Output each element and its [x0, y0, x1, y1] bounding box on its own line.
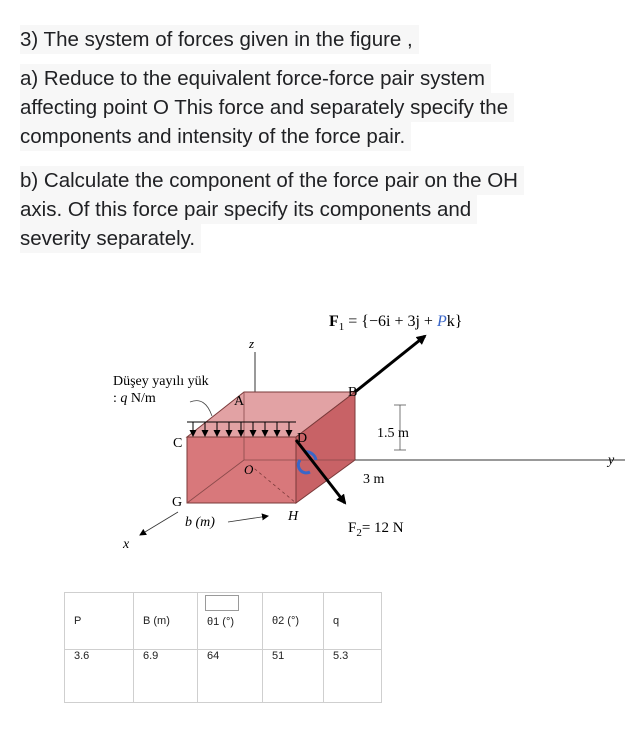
- b-dimension-label: b (m): [185, 515, 215, 530]
- value-cell-b: 6.9: [134, 650, 198, 703]
- point-z-label: z: [249, 336, 255, 351]
- header-cell-theta1: θ1 (°): [198, 593, 263, 650]
- question-part-b-line-3: severity separately.: [20, 224, 201, 253]
- question-title: 3) The system of forces given in the figure ,: [20, 25, 419, 54]
- question-part-a-line-2: affecting point O This force and separately specify the: [20, 93, 514, 122]
- parameter-table: [64, 592, 382, 703]
- point-d-label: D: [297, 431, 308, 446]
- depth-dimension-label: 3 m: [363, 472, 385, 487]
- point-a-label: A: [234, 394, 245, 409]
- value-cell-q: 5.3: [324, 650, 382, 703]
- box-front-face: [187, 437, 296, 503]
- height-dimension-label: 1.5 m: [377, 426, 409, 441]
- point-g-label: G: [172, 495, 183, 510]
- question-part-a-line-3: components and intensity of the force pair.: [20, 122, 411, 151]
- load-unit-label: : q N/m: [113, 391, 156, 406]
- header-cell-b: B (m): [134, 593, 198, 650]
- point-c-label: C: [173, 436, 183, 451]
- f1-force-arrow: [355, 336, 425, 392]
- load-label: Düşey yayılı yük: [113, 374, 209, 389]
- table-value-row: [65, 650, 382, 703]
- y-axis-label: y: [608, 453, 615, 468]
- value-cell-p: 3.6: [65, 650, 134, 703]
- table-header-row: [65, 593, 382, 650]
- value-cell-theta1: 64: [198, 650, 263, 703]
- x-axis-label: x: [123, 537, 130, 552]
- answer-input-box[interactable]: [205, 595, 239, 611]
- question-part-b-line-1: b) Calculate the component of the force pair on the OH: [20, 166, 524, 195]
- header-cell-p: P: [65, 593, 134, 650]
- x-axis-line: [140, 512, 178, 535]
- point-h-label: H: [288, 509, 299, 524]
- value-cell-theta2: 51: [263, 650, 324, 703]
- question-part-b-line-2: axis. Of this force pair specify its components and: [20, 195, 477, 224]
- load-pointer-line: [190, 401, 212, 416]
- point-b-label: B: [348, 385, 358, 400]
- question-part-a-line-1: a) Reduce to the equivalent force-force pair system: [20, 64, 491, 93]
- header-cell-q: q: [324, 593, 382, 650]
- f2-label: $F_2= 12$ N: [348, 520, 404, 539]
- point-o-label: O: [244, 462, 254, 477]
- f1-label: $F_1 = \{-6i + 3j + Pk\}$: [329, 313, 463, 333]
- b-dimension-arrow: [228, 516, 268, 522]
- header-cell-theta2: θ2 (°): [263, 593, 324, 650]
